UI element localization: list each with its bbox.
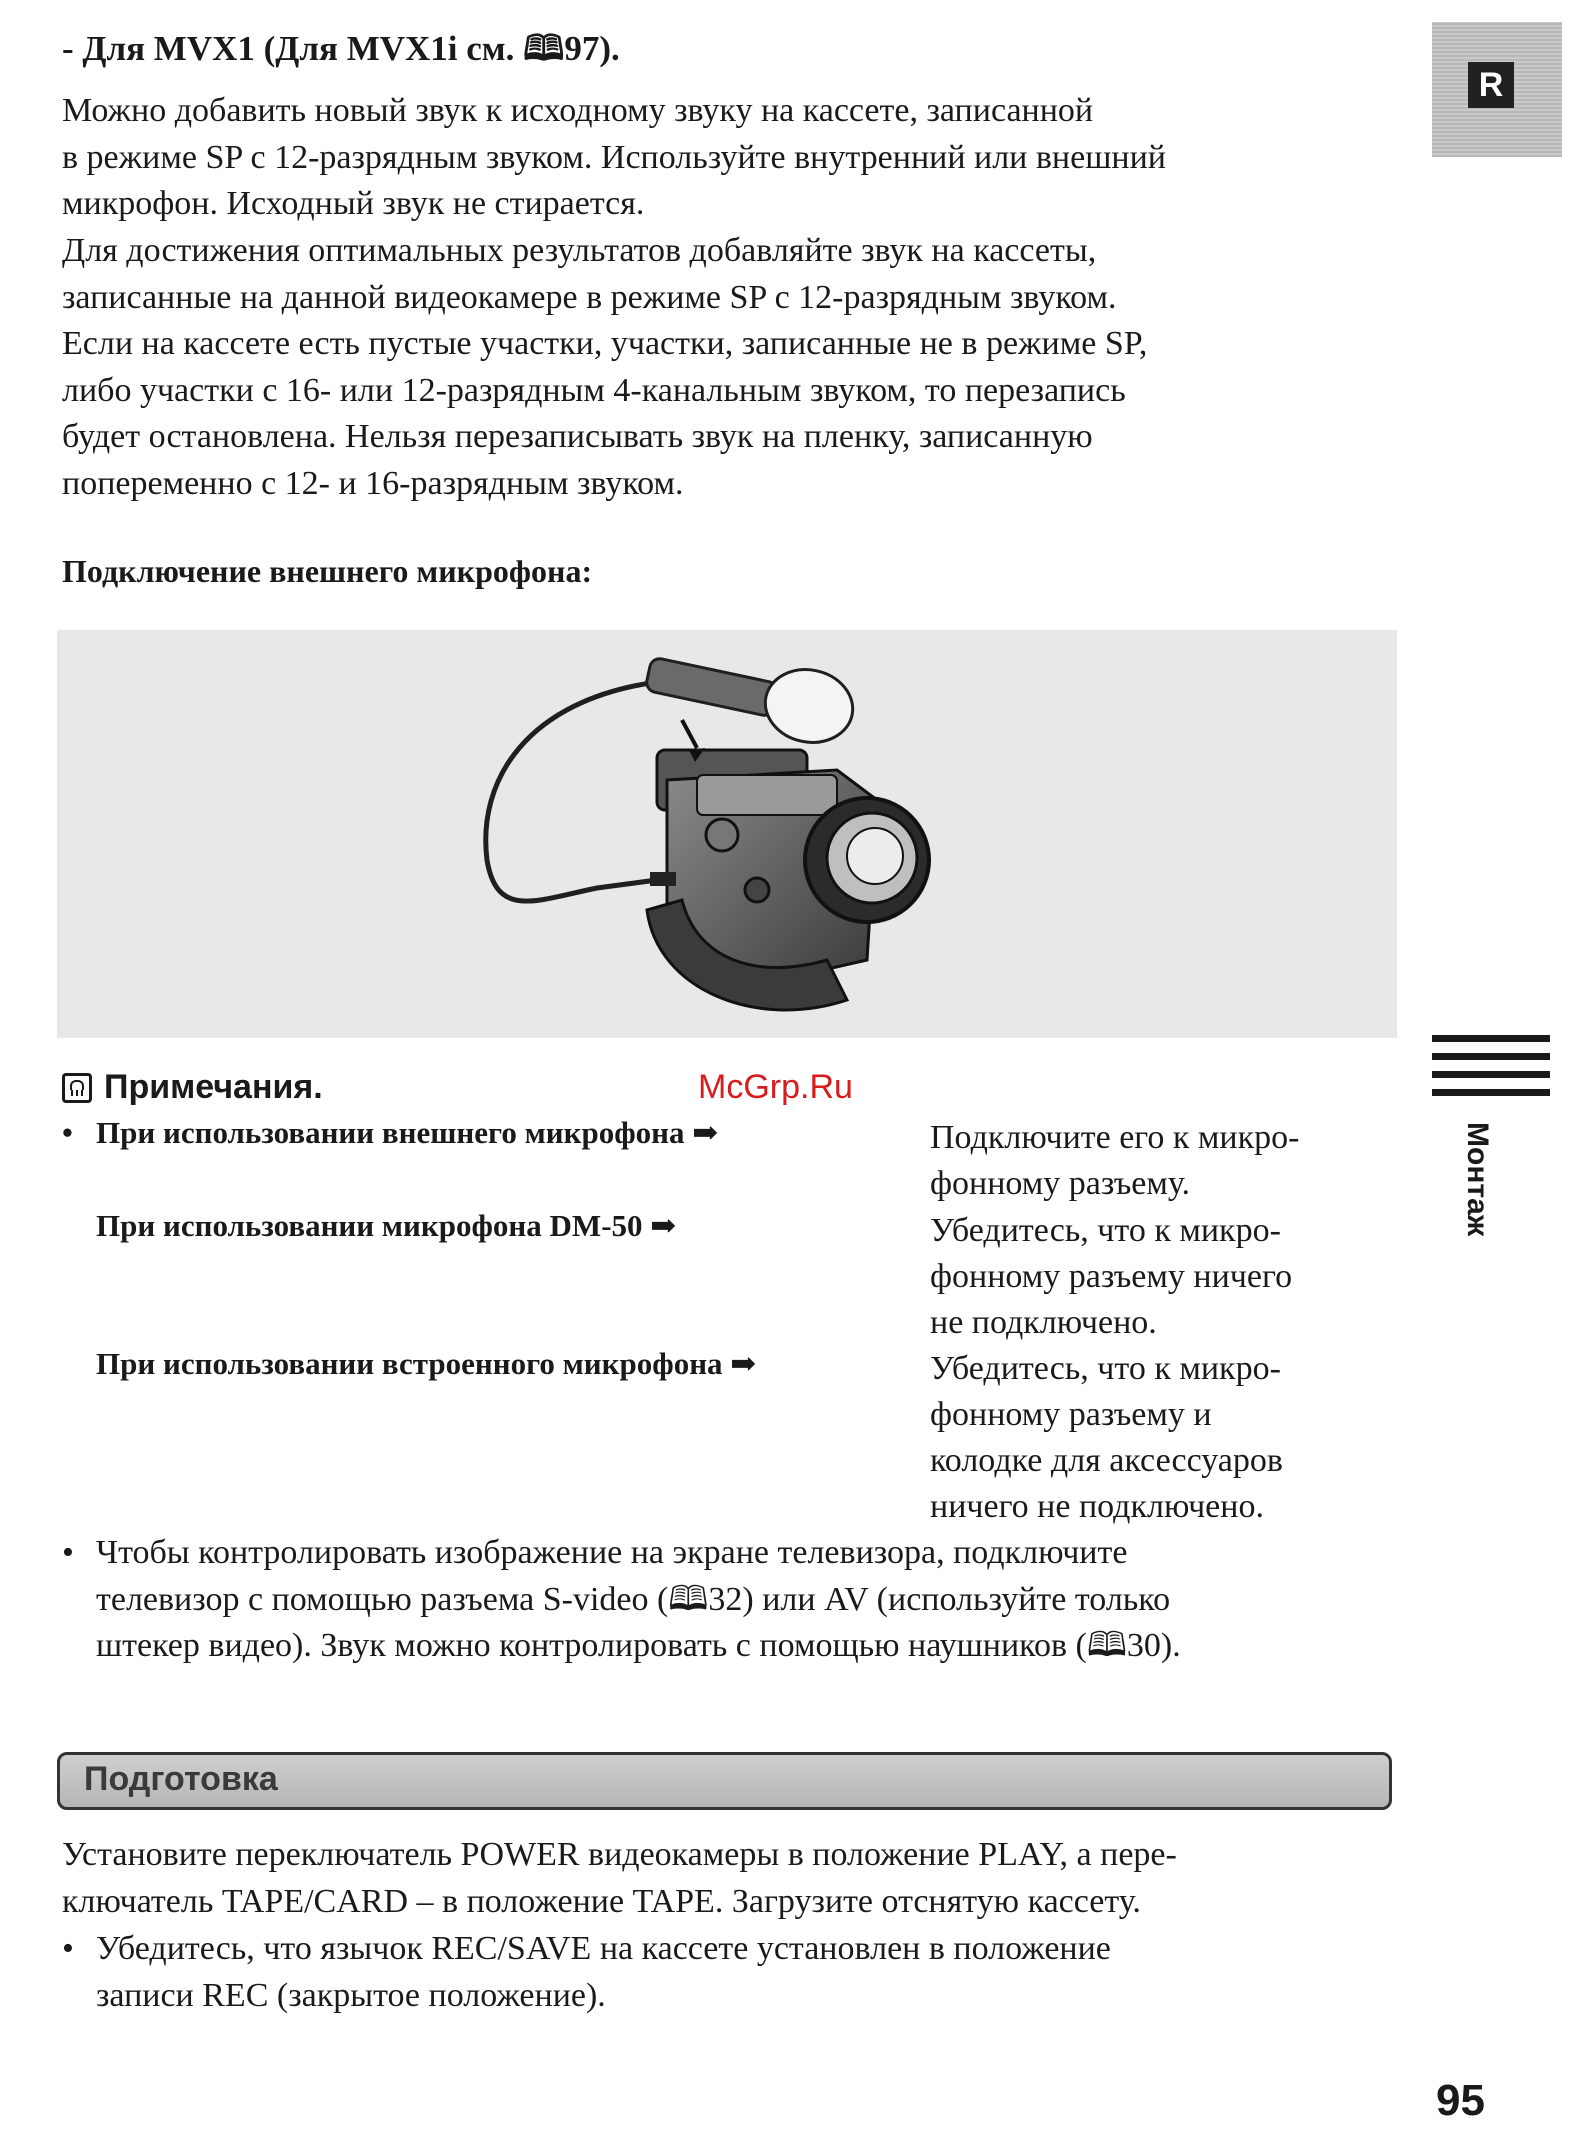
text-line: Установите переключатель POWER видеокамеры в положение PLAY, а пере- — [62, 1836, 1177, 1873]
page-heading: - Для MVX1 (Для MVX1i см. 🕮97). — [62, 29, 620, 68]
bullet: • — [62, 1930, 74, 1967]
text-line: Убедитесь, что язычок REC/SAVE на кассете установлен в положение — [96, 1930, 1111, 1967]
language-tab-letter: R — [1468, 62, 1514, 108]
text-line: Подключите его к микро- — [930, 1119, 1300, 1156]
note-condition: При использовании внешнего микрофона ➡ — [96, 1115, 719, 1150]
text-line: Чтобы контролировать изображение на экране телевизора, подключите — [96, 1534, 1128, 1571]
bullet: • — [62, 1534, 74, 1571]
text-line: фонному разъему ничего — [930, 1258, 1293, 1295]
intro-paragraph-2 — [62, 228, 1402, 507]
text-line: записи REC (закрытое положение). — [96, 1976, 606, 2014]
text-line: Убедитесь, что к микро- — [930, 1350, 1281, 1387]
section-marker-bars — [1432, 1035, 1550, 1107]
preparation-paragraph — [62, 1832, 1402, 1925]
text-line: будет остановлена. Нельзя перезаписывать звук на пленку, записанную — [62, 418, 1093, 455]
text-line: записанные на данной видеокамере в режиме SP с 12-разрядным звуком. — [62, 278, 1117, 316]
text-line: Убедитесь, что к микро- — [930, 1212, 1281, 1249]
text-line: Если на кассете есть пустые участки, участки, записанные не в режиме SP, — [62, 325, 1148, 362]
note-action — [930, 1115, 1299, 1207]
text-line: в режиме SP с 12-разрядным звуком. Используйте внутренний или внешний — [62, 138, 1166, 176]
camcorder-microphone-illustration — [57, 630, 1397, 1038]
intro-paragraph-1 — [62, 88, 1402, 228]
notes-heading — [62, 1068, 323, 1107]
text-line: колодке для аксессуаров — [930, 1442, 1283, 1479]
text-line: Для достижения оптимальных результатов добавляйте звук на кассеты, — [62, 232, 1097, 269]
text-line: ключатель TAPE/CARD – в положение TAPE. Загрузите отснятую кассету. — [62, 1882, 1141, 1920]
text-line: попеременно с 12- и 16-разрядным звуком. — [62, 464, 684, 502]
note-condition: При использовании микрофона DM-50 ➡ — [96, 1208, 677, 1243]
note-action — [930, 1346, 1283, 1530]
camcorder-illustration-svg — [57, 630, 1397, 1038]
note-action — [930, 1208, 1292, 1346]
preparation-bullet — [62, 1926, 1402, 2019]
watermark: McGrp.Ru — [698, 1068, 853, 1106]
text-line: фонному разъему. — [930, 1165, 1191, 1202]
text-line: телевизор с помощью разъема S-video (🕮32) или AV (используйте только — [96, 1580, 1171, 1618]
marker-bar — [1432, 1035, 1550, 1042]
text-line: либо участки с 16- или 12-разрядным 4-канальным звуком, то перезапись — [62, 371, 1126, 409]
marker-bar — [1432, 1071, 1550, 1078]
notes-title: Примечания. — [104, 1068, 323, 1106]
note-condition: При использовании встроенного микрофона ➡ — [96, 1346, 757, 1381]
bullet: • — [62, 1115, 73, 1150]
preparation-title: Подготовка — [84, 1760, 278, 1798]
notes-icon — [62, 1073, 92, 1103]
page-number: 95 — [1436, 2076, 1485, 2125]
text-line: Можно добавить новый звук к исходному звуку на кассете, записанной — [62, 92, 1094, 129]
text-line: микрофон. Исходный звук не стирается. — [62, 185, 645, 222]
section-label: Монтаж — [1461, 1122, 1494, 1237]
text-line: штекер видео). Звук можно контролировать с помощью наушников (🕮30). — [96, 1627, 1181, 1664]
text-line: ничего не подключено. — [930, 1488, 1264, 1525]
text-line: фонному разъему и — [930, 1396, 1212, 1433]
marker-bar — [1432, 1053, 1550, 1060]
text-line: не подключено. — [930, 1304, 1157, 1341]
marker-bar — [1432, 1089, 1550, 1096]
section-subheading: Подключение внешнего микрофона: — [62, 553, 593, 589]
monitor-note — [62, 1530, 1402, 1670]
